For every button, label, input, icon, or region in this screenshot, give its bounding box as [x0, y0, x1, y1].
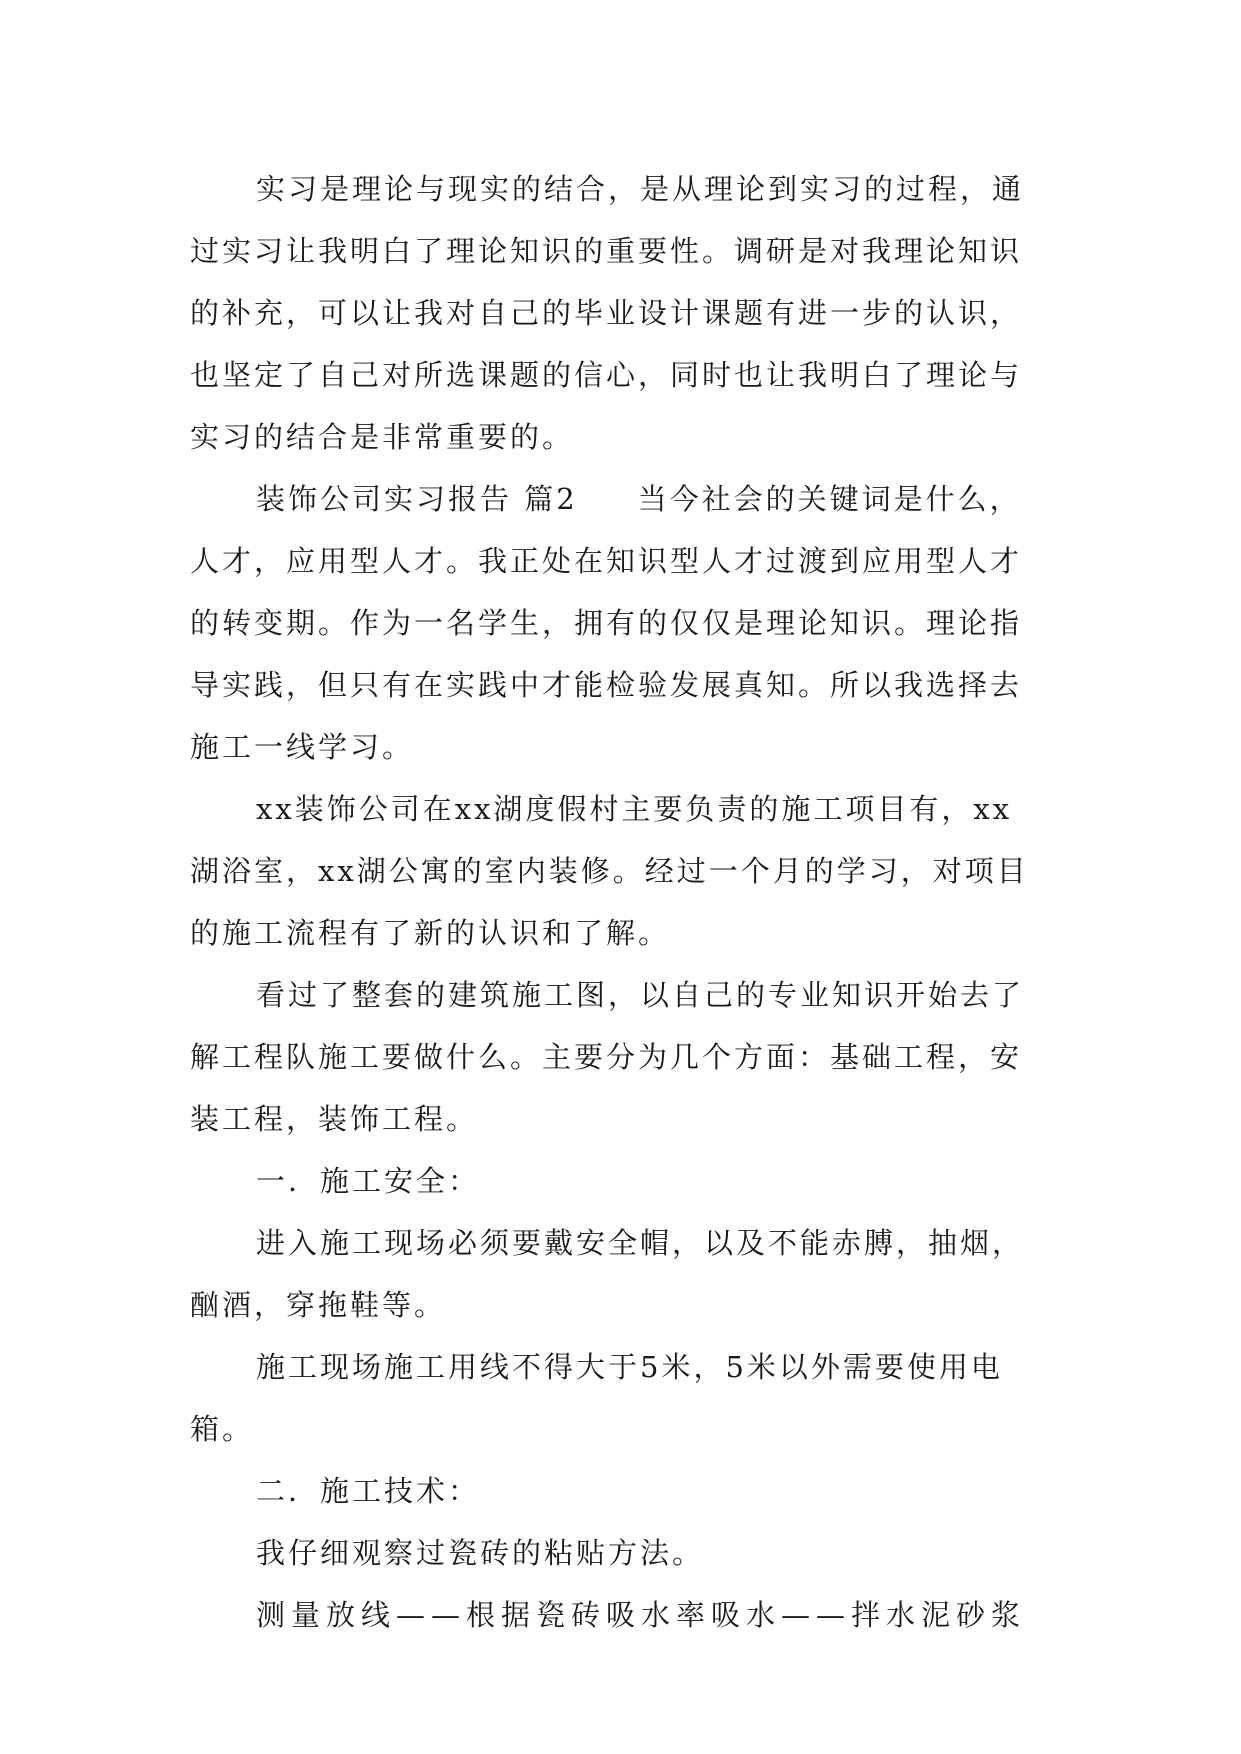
text-line: 解工程队施工要做什么。主要分为几个方面：基础工程，安 [190, 1040, 1023, 1074]
section-heading: 一．施工安全： [256, 1164, 481, 1198]
document-body [190, 158, 1065, 1646]
text-line: 人才，应用型人才。我正处在知识型人才过渡到应用型人才 [190, 544, 1023, 578]
text-line: 箱。 [190, 1412, 255, 1446]
paragraph-8 [190, 1460, 1065, 1522]
text-line: 湖浴室，xx湖公寓的室内装修。经过一个月的学习，对项目 [190, 854, 1029, 888]
paragraph-5 [190, 1150, 1065, 1212]
text-line: xx装饰公司在xx湖度假村主要负责的施工项目有，xx [256, 792, 1013, 826]
paragraph-2 [190, 468, 1065, 778]
text-line: 过实习让我明白了理论知识的重要性。调研是对我理论知识 [190, 234, 1023, 268]
text-line: 的补充，可以让我对自己的毕业设计课题有进一步的认识， [190, 296, 1023, 330]
text-line: 的施工流程有了新的认识和了解。 [190, 916, 671, 950]
text-line: 看过了整套的建筑施工图，以自己的专业知识开始去了 [256, 978, 1025, 1012]
text-line: 导实践，但只有在实践中才能检验发展真知。所以我选择去 [190, 668, 1023, 702]
paragraph-4 [190, 964, 1065, 1150]
section-heading: 二．施工技术： [256, 1474, 481, 1508]
text-line: 装工程，装饰工程。 [190, 1102, 479, 1136]
text-line: 的转变期。作为一名学生，拥有的仅仅是理论知识。理论指 [190, 606, 1023, 640]
text-line: 实习的结合是非常重要的。 [190, 420, 575, 454]
paragraph-6 [190, 1212, 1065, 1336]
text-line: 进入施工现场必须要戴安全帽，以及不能赤膊，抽烟， [256, 1226, 1025, 1260]
text-line: 测量放线——根据瓷砖吸水率吸水——拌水泥砂浆 [256, 1598, 1027, 1632]
section-heading: 装饰公司实习报告 篇2 [256, 482, 578, 516]
text-line: 酗酒，穿拖鞋等。 [190, 1288, 447, 1322]
text-line: 也坚定了自己对所选课题的信心，同时也让我明白了理论与 [190, 358, 1023, 392]
text-line: 施工现场施工用线不得大于5米，5米以外需要使用电 [256, 1350, 1003, 1384]
text-line: 实习是理论与现实的结合，是从理论到实习的过程，通 [256, 172, 1025, 206]
paragraph-7 [190, 1336, 1065, 1460]
paragraph-1 [190, 158, 1065, 468]
text-line [190, 468, 1065, 530]
paragraph-9 [190, 1522, 1065, 1584]
text-line: 施工一线学习。 [190, 730, 415, 764]
text-line: 我仔细观察过瓷砖的粘贴方法。 [256, 1536, 705, 1570]
text-span: 当今社会的关键词是什么， [637, 482, 1022, 516]
paragraph-10 [190, 1584, 1065, 1646]
paragraph-3 [190, 778, 1065, 964]
